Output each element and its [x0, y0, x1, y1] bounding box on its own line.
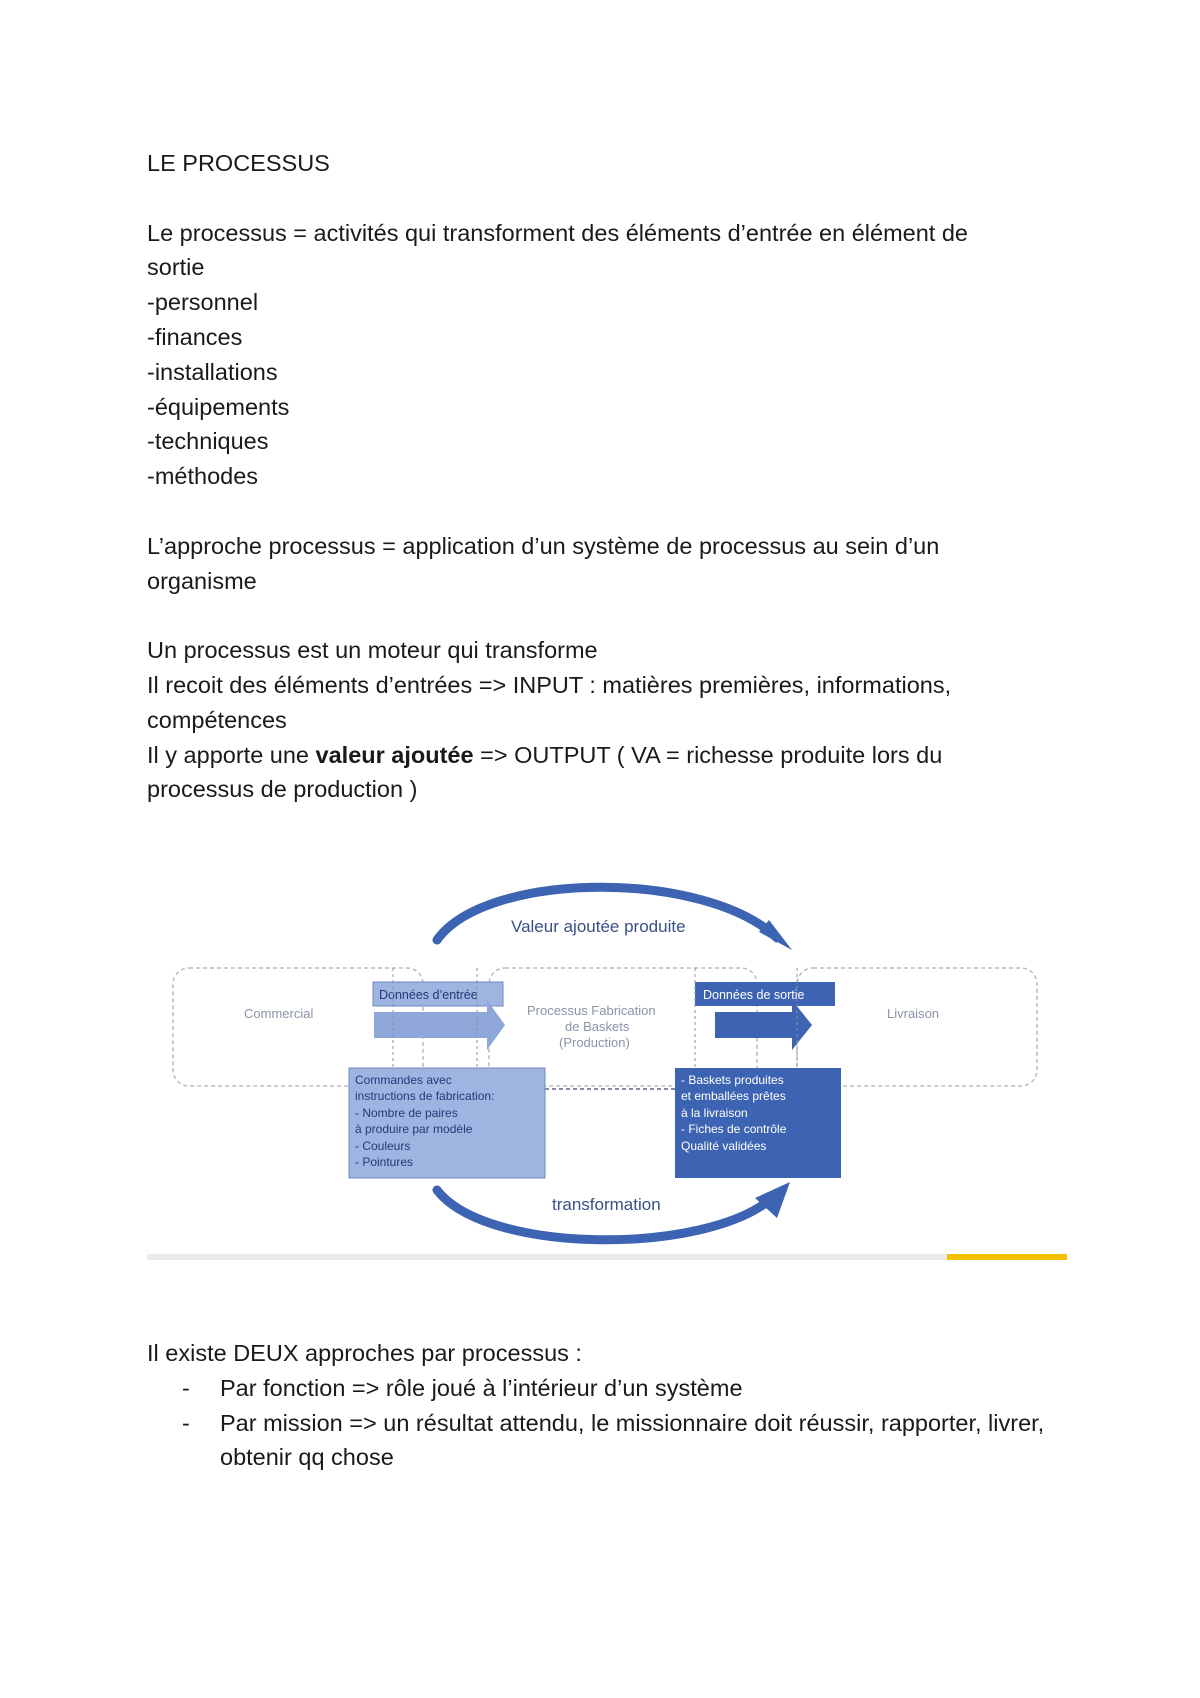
- top-text-block: [147, 146, 1067, 807]
- spacer: [147, 181, 1067, 216]
- output-note-line: - Fiches de contrôle: [681, 1122, 787, 1136]
- input-note-line: instructions de fabrication:: [355, 1089, 495, 1103]
- definition-line-1: Le processus = activités qui transforment des éléments d’entrée en élément de: [147, 219, 968, 246]
- input-note-line: - Nombre de paires: [355, 1106, 458, 1120]
- input-tag-label: Données d’entrée: [379, 988, 478, 1002]
- page-title: LE PROCESSUS: [147, 150, 330, 176]
- production-label-line-2: de Baskets: [565, 1019, 630, 1034]
- list-item-text: Par fonction => rôle joué à l’intérieur d’un système: [220, 1374, 743, 1401]
- engine-line-4-suffix: => OUTPUT ( VA = richesse produite lors du: [473, 741, 943, 768]
- engine-line-1: Un processus est un moteur qui transforme: [147, 637, 598, 664]
- output-note-line: - Baskets produites: [681, 1073, 784, 1087]
- input-note-line: Commandes avec: [355, 1073, 452, 1087]
- engine-line-4-prefix: Il y apporte une: [147, 741, 316, 768]
- spacer: [147, 598, 1067, 633]
- input-arrow: [374, 1000, 505, 1050]
- output-tag-label: Données de sortie: [703, 988, 805, 1002]
- input-note-line: - Pointures: [355, 1155, 414, 1169]
- engine-line-3: compétences: [147, 706, 287, 733]
- definition-item: -finances: [147, 323, 243, 350]
- input-note-line: - Couleurs: [355, 1139, 411, 1153]
- approaches-intro: Il existe DEUX approches par processus :: [147, 1340, 582, 1366]
- top-arrow-label: Valeur ajoutée produite: [511, 917, 686, 936]
- bullet-dash: -: [182, 1409, 190, 1436]
- bottom-arrow-label: transformation: [552, 1195, 661, 1214]
- list-item-text: Par mission => un résultat attendu, le missionnaire doit réussir, rapporter, livrer, obtenir qq chose: [220, 1409, 1045, 1471]
- engine-line-2: Il recoit des éléments d’entrées => INPUT : matières premières, informations,: [147, 671, 952, 698]
- diagram-divider-accent: [947, 1254, 1067, 1260]
- definition-item: -méthodes: [147, 463, 259, 490]
- output-note-line: Qualité validées: [681, 1139, 767, 1153]
- production-label-line-3: (Production): [559, 1035, 630, 1050]
- list-item: [147, 1371, 1067, 1406]
- delivery-label: Livraison: [887, 1006, 940, 1021]
- list-item: [147, 1406, 1067, 1476]
- production-label-line-1: Processus Fabrication: [527, 1003, 656, 1018]
- commercial-label: Commercial: [244, 1006, 314, 1021]
- engine-line-4: [147, 738, 1067, 773]
- definition-line-2: sortie: [147, 254, 205, 281]
- definition-item: -installations: [147, 358, 278, 385]
- bottom-arrow-head: [755, 1182, 790, 1218]
- diagram-divider: [147, 1254, 1067, 1260]
- spacer: [147, 494, 1067, 529]
- bullet-dash: -: [182, 1374, 190, 1401]
- definition-item: -équipements: [147, 393, 290, 420]
- process-diagram: [147, 880, 1067, 1270]
- engine-line-5: processus de production ): [147, 776, 418, 803]
- output-note-line: et emballées prêtes: [681, 1089, 786, 1103]
- output-note-line: à la livraison: [681, 1106, 748, 1120]
- definition-item: -techniques: [147, 428, 269, 455]
- bottom-text-block: [147, 1336, 1067, 1475]
- definition-item: -personnel: [147, 289, 259, 316]
- value-added-term: valeur ajoutée: [315, 741, 474, 768]
- process-diagram-svg: [147, 880, 1067, 1270]
- approach-line-1: L’approche processus = application d’un système de processus au sein d’un: [147, 532, 940, 559]
- input-note-line: à produire par modèle: [355, 1122, 473, 1136]
- approach-line-2: organisme: [147, 567, 257, 594]
